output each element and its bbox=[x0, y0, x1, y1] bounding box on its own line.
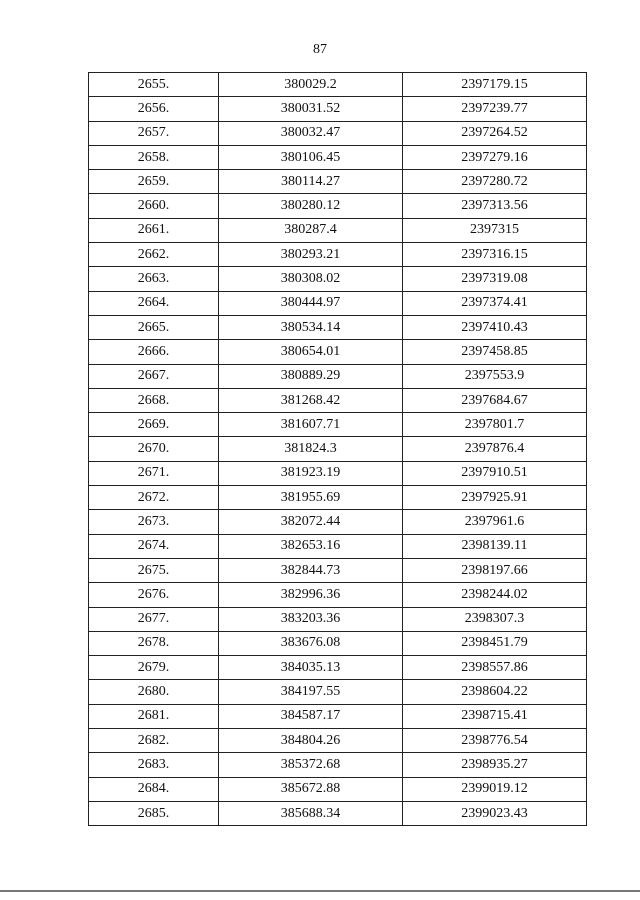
point-number-cell: 2657. bbox=[89, 121, 219, 145]
y-coordinate-cell: 2397553.9 bbox=[403, 364, 587, 388]
x-coordinate-cell: 380293.21 bbox=[219, 243, 403, 267]
x-coordinate-cell: 383203.36 bbox=[219, 607, 403, 631]
table-row bbox=[89, 437, 587, 461]
x-coordinate-cell: 385688.34 bbox=[219, 801, 403, 825]
table-row bbox=[89, 704, 587, 728]
x-coordinate-cell: 384587.17 bbox=[219, 704, 403, 728]
table-row bbox=[89, 218, 587, 242]
point-number-cell: 2658. bbox=[89, 145, 219, 169]
x-coordinate-cell: 381607.71 bbox=[219, 413, 403, 437]
y-coordinate-cell: 2398715.41 bbox=[403, 704, 587, 728]
x-coordinate-cell: 384197.55 bbox=[219, 680, 403, 704]
x-coordinate-cell: 382072.44 bbox=[219, 510, 403, 534]
table-row bbox=[89, 729, 587, 753]
bottom-rule bbox=[0, 890, 640, 892]
point-number-cell: 2668. bbox=[89, 388, 219, 412]
table-row bbox=[89, 777, 587, 801]
x-coordinate-cell: 382844.73 bbox=[219, 558, 403, 582]
table-row bbox=[89, 461, 587, 485]
table-row bbox=[89, 680, 587, 704]
y-coordinate-cell: 2398139.11 bbox=[403, 534, 587, 558]
point-number-cell: 2655. bbox=[89, 73, 219, 97]
x-coordinate-cell: 381268.42 bbox=[219, 388, 403, 412]
y-coordinate-cell: 2397239.77 bbox=[403, 97, 587, 121]
x-coordinate-cell: 380031.52 bbox=[219, 97, 403, 121]
point-number-cell: 2665. bbox=[89, 315, 219, 339]
table-row bbox=[89, 315, 587, 339]
coordinates-table-body bbox=[89, 73, 587, 826]
y-coordinate-cell: 2399019.12 bbox=[403, 777, 587, 801]
table-row bbox=[89, 801, 587, 825]
y-coordinate-cell: 2397925.91 bbox=[403, 486, 587, 510]
table-row bbox=[89, 510, 587, 534]
y-coordinate-cell: 2397961.6 bbox=[403, 510, 587, 534]
table-row bbox=[89, 364, 587, 388]
point-number-cell: 2659. bbox=[89, 170, 219, 194]
table-row bbox=[89, 558, 587, 582]
point-number-cell: 2683. bbox=[89, 753, 219, 777]
x-coordinate-cell: 380106.45 bbox=[219, 145, 403, 169]
table-row bbox=[89, 607, 587, 631]
y-coordinate-cell: 2397315 bbox=[403, 218, 587, 242]
x-coordinate-cell: 381955.69 bbox=[219, 486, 403, 510]
x-coordinate-cell: 384804.26 bbox=[219, 729, 403, 753]
table-row bbox=[89, 170, 587, 194]
table-row bbox=[89, 267, 587, 291]
x-coordinate-cell: 380308.02 bbox=[219, 267, 403, 291]
y-coordinate-cell: 2397279.16 bbox=[403, 145, 587, 169]
table-row bbox=[89, 73, 587, 97]
x-coordinate-cell: 385672.88 bbox=[219, 777, 403, 801]
point-number-cell: 2676. bbox=[89, 583, 219, 607]
y-coordinate-cell: 2397319.08 bbox=[403, 267, 587, 291]
y-coordinate-cell: 2398604.22 bbox=[403, 680, 587, 704]
point-number-cell: 2660. bbox=[89, 194, 219, 218]
table-row bbox=[89, 194, 587, 218]
table-row bbox=[89, 243, 587, 267]
y-coordinate-cell: 2398557.86 bbox=[403, 656, 587, 680]
x-coordinate-cell: 380029.2 bbox=[219, 73, 403, 97]
point-number-cell: 2672. bbox=[89, 486, 219, 510]
x-coordinate-cell: 380654.01 bbox=[219, 340, 403, 364]
point-number-cell: 2679. bbox=[89, 656, 219, 680]
point-number-cell: 2673. bbox=[89, 510, 219, 534]
point-number-cell: 2677. bbox=[89, 607, 219, 631]
y-coordinate-cell: 2398935.27 bbox=[403, 753, 587, 777]
y-coordinate-cell: 2398244.02 bbox=[403, 583, 587, 607]
y-coordinate-cell: 2397179.15 bbox=[403, 73, 587, 97]
table-row bbox=[89, 145, 587, 169]
table-row bbox=[89, 583, 587, 607]
y-coordinate-cell: 2397910.51 bbox=[403, 461, 587, 485]
table-row bbox=[89, 97, 587, 121]
y-coordinate-cell: 2397313.56 bbox=[403, 194, 587, 218]
table-row bbox=[89, 291, 587, 315]
y-coordinate-cell: 2398197.66 bbox=[403, 558, 587, 582]
point-number-cell: 2671. bbox=[89, 461, 219, 485]
x-coordinate-cell: 380534.14 bbox=[219, 315, 403, 339]
point-number-cell: 2664. bbox=[89, 291, 219, 315]
table-row bbox=[89, 534, 587, 558]
x-coordinate-cell: 381923.19 bbox=[219, 461, 403, 485]
point-number-cell: 2656. bbox=[89, 97, 219, 121]
y-coordinate-cell: 2397280.72 bbox=[403, 170, 587, 194]
y-coordinate-cell: 2397458.85 bbox=[403, 340, 587, 364]
x-coordinate-cell: 383676.08 bbox=[219, 631, 403, 655]
x-coordinate-cell: 380287.4 bbox=[219, 218, 403, 242]
y-coordinate-cell: 2397264.52 bbox=[403, 121, 587, 145]
table-row bbox=[89, 340, 587, 364]
y-coordinate-cell: 2398776.54 bbox=[403, 729, 587, 753]
y-coordinate-cell: 2398307.3 bbox=[403, 607, 587, 631]
y-coordinate-cell: 2397374.41 bbox=[403, 291, 587, 315]
point-number-cell: 2684. bbox=[89, 777, 219, 801]
point-number-cell: 2669. bbox=[89, 413, 219, 437]
x-coordinate-cell: 380114.27 bbox=[219, 170, 403, 194]
point-number-cell: 2674. bbox=[89, 534, 219, 558]
point-number-cell: 2663. bbox=[89, 267, 219, 291]
table-row bbox=[89, 631, 587, 655]
point-number-cell: 2685. bbox=[89, 801, 219, 825]
point-number-cell: 2682. bbox=[89, 729, 219, 753]
point-number-cell: 2661. bbox=[89, 218, 219, 242]
table-row bbox=[89, 486, 587, 510]
y-coordinate-cell: 2399023.43 bbox=[403, 801, 587, 825]
x-coordinate-cell: 381824.3 bbox=[219, 437, 403, 461]
y-coordinate-cell: 2397316.15 bbox=[403, 243, 587, 267]
coordinates-table bbox=[88, 72, 587, 826]
page-number: 87 bbox=[313, 42, 327, 57]
x-coordinate-cell: 380889.29 bbox=[219, 364, 403, 388]
table-row bbox=[89, 121, 587, 145]
point-number-cell: 2670. bbox=[89, 437, 219, 461]
point-number-cell: 2662. bbox=[89, 243, 219, 267]
y-coordinate-cell: 2397684.67 bbox=[403, 388, 587, 412]
point-number-cell: 2680. bbox=[89, 680, 219, 704]
table-row bbox=[89, 656, 587, 680]
y-coordinate-cell: 2397801.7 bbox=[403, 413, 587, 437]
y-coordinate-cell: 2397876.4 bbox=[403, 437, 587, 461]
table-row bbox=[89, 753, 587, 777]
x-coordinate-cell: 384035.13 bbox=[219, 656, 403, 680]
x-coordinate-cell: 380280.12 bbox=[219, 194, 403, 218]
x-coordinate-cell: 385372.68 bbox=[219, 753, 403, 777]
y-coordinate-cell: 2397410.43 bbox=[403, 315, 587, 339]
point-number-cell: 2666. bbox=[89, 340, 219, 364]
table-row bbox=[89, 388, 587, 412]
point-number-cell: 2667. bbox=[89, 364, 219, 388]
point-number-cell: 2681. bbox=[89, 704, 219, 728]
point-number-cell: 2675. bbox=[89, 558, 219, 582]
y-coordinate-cell: 2398451.79 bbox=[403, 631, 587, 655]
x-coordinate-cell: 380032.47 bbox=[219, 121, 403, 145]
x-coordinate-cell: 382996.36 bbox=[219, 583, 403, 607]
x-coordinate-cell: 382653.16 bbox=[219, 534, 403, 558]
table-row bbox=[89, 413, 587, 437]
x-coordinate-cell: 380444.97 bbox=[219, 291, 403, 315]
point-number-cell: 2678. bbox=[89, 631, 219, 655]
